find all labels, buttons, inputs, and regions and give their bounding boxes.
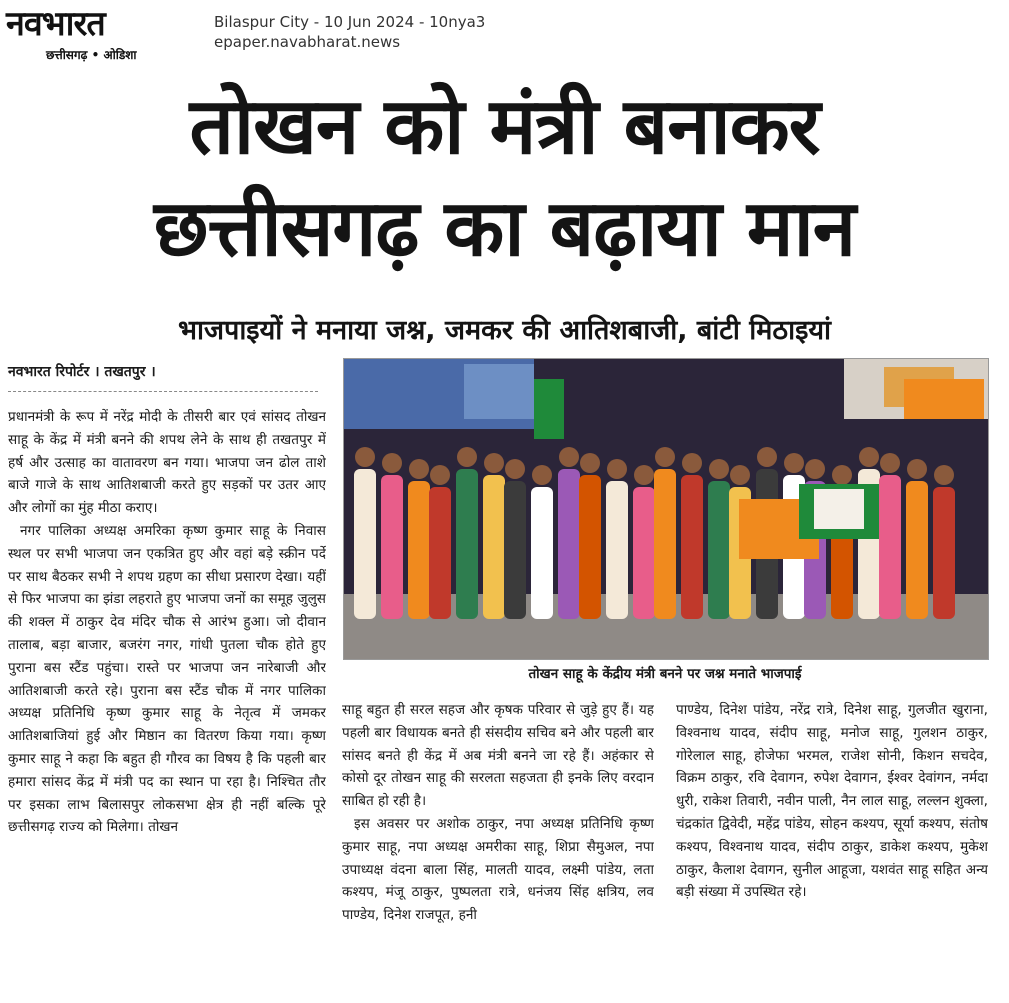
photo-person <box>681 475 703 619</box>
headline <box>0 76 1009 280</box>
photo-person <box>933 487 955 619</box>
photo-caption: तोखन साहू के केंद्रीय मंत्री बनने पर जश्न मनाते भाजपाई <box>528 666 802 682</box>
photo-person <box>381 475 403 619</box>
byline: नवभारत रिपोर्टर । तखतपुर । <box>8 364 156 380</box>
headline-line-2: छत्तीसगढ़ का बढ़ाया मान <box>153 184 856 274</box>
photo-person-head <box>409 459 429 479</box>
photo-person-head <box>634 465 654 485</box>
photo-person <box>483 475 505 619</box>
photo-person <box>408 481 430 619</box>
photo-person <box>456 469 478 619</box>
article-paragraph: नगर पालिका अध्यक्ष अमरिका कृष्ण कुमार साहू के निवास स्थल पर सभी भाजपा जन एकत्रित हुए और वहां बड़े स्क्रीन पर्दे पर साथ बैठकर सभी ने शपथ ग्रहण का सीधा प्रसारण देखा। यहीं से फिर भाजपा का झंडा लहराते हुए भाजपा जनों का समूह जुलुस की शक्ल में ठाकुर देव मंदिर चौक से आरंभ हुआ। जो दीवान तालाब, बड़ा बाजार, बजरंग नगर, गांधी पुतला चौक होते हुए पुराना बस स्टैंड पहुंचा। रास्ते पर भाजपा जन नारेबाजी और आतिशबाजी करते रहे। पुराना बस स्टैंड चौक में नगर पालिका अध्यक्ष प्रतिनिधि कृष्ण कुमार साहू के नेतृत्व में जमकर आतिशबाजियां हुई और मिष्ठान का वितरण किया गया। कृष्ण कुमार साहू ने कहा कि बहुत ही गौरव का विषय है कि पहली बार हमारा सांसद केंद्र में मंत्री पद का स्थान पा रहा है। निश्चित तौर पर इसका लाभ बिलासपुर लोकसभा क्षेत्र ही नहीं बल्कि पूरे छत्तीसगढ़ राज्य को मिलेगा। तोखन <box>8 522 326 836</box>
photo-person-head <box>682 453 702 473</box>
edition-info <box>214 12 485 52</box>
photo-person <box>354 469 376 619</box>
photo-person-head <box>505 459 525 479</box>
subheadline: भाजपाइयों ने मनाया जश्न, जमकर की आतिशबाजी, बांटी मिठाइयां <box>177 315 832 346</box>
photo-person-head <box>430 465 450 485</box>
logo-subtitle: छत्तीसगढ़ • ओडिशा <box>46 48 137 62</box>
photo-person-head <box>907 459 927 479</box>
edition-line: Bilaspur City - 10 Jun 2024 - 10nya3 <box>214 13 486 31</box>
photo-person-head <box>832 465 852 485</box>
photo-person-head <box>559 447 579 467</box>
photo-person-head <box>934 465 954 485</box>
byline-divider <box>8 391 318 392</box>
photo-person-head <box>355 447 375 467</box>
photo-person-head <box>805 459 825 479</box>
photo-person-head <box>457 447 477 467</box>
newspaper-logo <box>6 4 202 62</box>
photo-person-head <box>880 453 900 473</box>
photo-person <box>879 475 901 619</box>
photo-person <box>504 481 526 619</box>
photo-person-head <box>607 459 627 479</box>
photo-person <box>429 487 451 619</box>
photo-person-head <box>784 453 804 473</box>
celebration-photo <box>343 358 989 660</box>
photo-person <box>906 481 928 619</box>
article-column-2 <box>342 699 654 999</box>
photo-person <box>708 481 730 619</box>
masthead <box>0 0 1009 68</box>
photo-person-head <box>709 459 729 479</box>
photo-person <box>654 469 676 619</box>
photo-person-head <box>580 453 600 473</box>
photo-person-head <box>484 453 504 473</box>
photo-person <box>558 469 580 619</box>
article-paragraph: पाण्डेय, दिनेश पांडेय, नरेंद्र रात्रे, दिनेश साहू, गुलजीत खुराना, विश्वनाथ यादव, संदीप साहू, मनोज साहू, गुलशन ठाकुर, गोरेलाल साहू, होजेफा भरमल, राजेश सोनी, किशन सचदेव, विक्रम ठाकुर, रवि देवागन, रुपेश देवागन, ईश्वर देवांगन, नर्मदा धुरी, राकेश तिवारी, नवीन पाली, नैन लाल साहू, लल्लन शुक्ला, चंद्रकांत द्विवेदी, महेंद्र पांडेय, सोहन कश्यप, सूर्या कश्यप, संतोष कश्यप, विश्वनाथ यादव, संदीप ठाकुर, डाकेश कश्यप, मुकेश ठाकुर, कैलाश देवागन, सुनील आहूजा, यशवंत साहू सहित अन्य बड़ी संख्या में उपस्थित रहे। <box>676 702 988 901</box>
photo-person-head <box>382 453 402 473</box>
photo-person-head <box>655 447 675 467</box>
article-paragraph: प्रधानमंत्री के रूप में नरेंद्र मोदी के तीसरी बार एवं सांसद तोखन साहू के केंद्र में मंत्री बनने की शपथ लेने के साथ ही तखतपुर में हर्ष और उत्साह का वातावरण बन गया। भाजपा जन ढोल ताशे बाजे गाजे के साथ आतिशबाजी करते हुए सड़कों पर उतर आए और लोगों का मुंह मीठा कराए। <box>8 409 326 517</box>
celebration-photo-illustration <box>344 359 988 659</box>
logo-text: नवभारत <box>6 4 105 44</box>
photo-person-head <box>532 465 552 485</box>
photo-person <box>606 481 628 619</box>
article-column-1 <box>8 406 326 998</box>
website-link[interactable]: epaper.navabharat.news <box>214 33 401 51</box>
photo-person <box>633 487 655 619</box>
photo-person-head <box>859 447 879 467</box>
photo-person <box>579 475 601 619</box>
article-column-3 <box>676 699 988 999</box>
article-paragraph: साहू बहुत ही सरल सहज और कृषक परिवार से जुड़े हुए हैं। यह पहली बार विधायक बनते ही संसदीय सचिव बने और पहली बार सांसद बनते ही केंद्र में अब मंत्री बनने जा रहे हैं। अहंकार से कोसो दूर तोखन साहू की सरलता सहजता ही इनके लिए वरदान साबित हो रही है। <box>342 702 654 810</box>
photo-person-head <box>757 447 777 467</box>
headline-line-1: तोखन को मंत्री बनाकर <box>189 82 820 172</box>
article-paragraph: इस अवसर पर अशोक ठाकुर, नपा अध्यक्ष प्रतिनिधि कृष्ण कुमार साहू, नपा अध्यक्ष अमरीका साहू, शिप्रा सैमुअल, नपा उपाध्यक्ष वंदना बाला सिंह, मालती यादव, लक्ष्मी पांडेय, लता कश्यप, मंजू ठाकुर, पुष्पलता रात्रे, धनंजय सिंह क्षत्रिय, लव पाण्डेय, दिनेश राजपूत, हनी <box>342 815 654 924</box>
photo-person <box>531 487 553 619</box>
photo-person-head <box>730 465 750 485</box>
